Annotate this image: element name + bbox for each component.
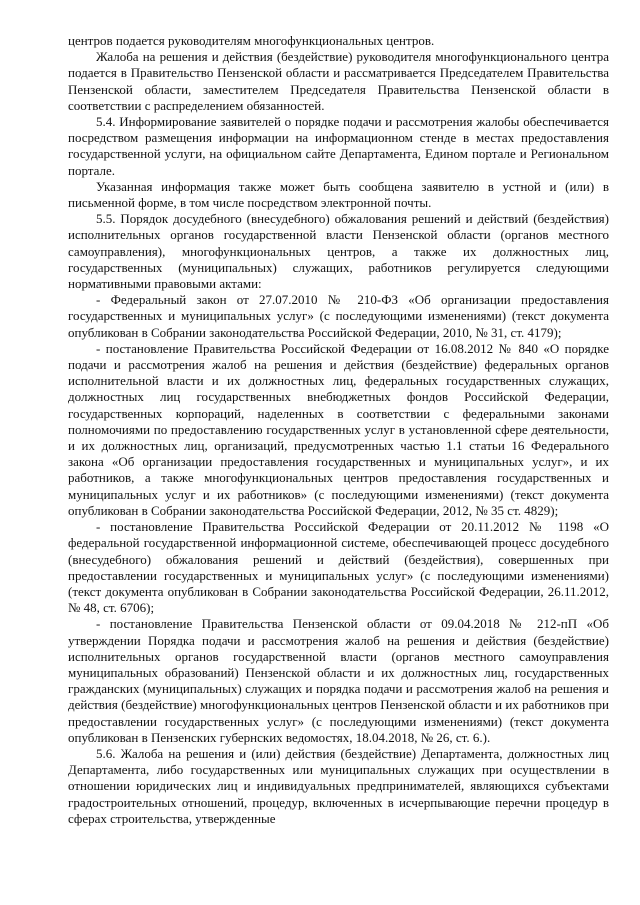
paragraph-5-6: 5.6. Жалоба на решения и (или) действия (бездействие) Департамента, должностных лиц Департамента, либо государственных или муниципальных служащих при осуществлении в отношении юридических лиц и индивидуальных предпринимателей, являющихся субъектами градостроительных отношений, процедур, включенных в исчерпывающие перечни процедур в сферах строительства, утвержденные	[68, 745, 609, 826]
list-item-federal-law-210: - Федеральный закон от 27.07.2010 № 210-ФЗ «Об организации предоставления государственных и муниципальных услуг» (с последующими изменениями) (текст документа опубликован в Собрании законодательства Российской Федерации, 2010, № 31, ст. 4179);	[68, 292, 609, 340]
list-item-decree-840: - постановление Правительства Российской Федерации от 16.08.2012 № 840 «О порядке подачи и рассмотрения жалоб на решения и действия (бездействие) федеральных органов исполнительной власти и их должностных лиц, федеральных государственных служащих, должностных лиц государственных внебюджетных фондов Российской Федерации, государственных корпораций, наделенных в соответствии с федеральными законами полномочиями по предоставлению государственных услуг в установленной сфере деятельности, и их должностных лиц, организаций, предусмотренных частью 1.1 статьи 16 Федерального закона «Об организации предоставления государственных и муниципальных услуг», и их работников, а также многофункциональных центров предоставления государственных и муниципальных услуг и их работников» (с последующими изменениями) (текст документа опубликован в Собрании законодательства Российской Федерации, 2012, № 35 ст. 4829);	[68, 340, 609, 518]
paragraph-continuation: центров подается руководителям многофункциональных центров.	[68, 33, 435, 48]
list-item-penza-decree-212: - постановление Правительства Пензенской области от 09.04.2018 № 212-пП «Об утверждении Порядка подачи и рассмотрения жалоб на решения и действия (бездействие) исполнительных органов государственной власти (органов местного самоуправления муниципальных образований) Пензенской области и их должностных лиц, государственных гражданских (муниципальных) служащих и порядка подачи и рассмотрения жалоб на решения и действия (бездействие) многофункциональных центров Пензенской области и их работников при предоставлении государственных услуг» (с последующими изменениями) (текст документа опубликован в Пензенских губернских ведомостях, 18.04.2018, № 26, ст. 6.).	[68, 616, 609, 745]
paragraph-info-channels: Указанная информация также может быть сообщена заявителю в устной и (или) в письменной форме, в том числе посредством электронной почты.	[68, 178, 609, 211]
paragraph-5-5: 5.5. Порядок досудебного (внесудебного) обжалования решений и действий (бездействия) исполнительных органов государственной власти Пензенской области (органов местного самоуправления), многофункциональных центров, а также их должностных лиц, государственных (муниципальных) служащих, работников регулируется следующими нормативными правовыми актами:	[68, 211, 609, 292]
paragraph-5-4: 5.4. Информирование заявителей о порядке подачи и рассмотрения жалобы обеспечивается посредством размещения информации на информационном стенде в местах предоставления государственной услуги, на официальном сайте Департамента, Едином портале и Региональном портале.	[68, 114, 609, 178]
list-item-decree-1198: - постановление Правительства Российской Федерации от 20.11.2012 № 1198 «О федеральной государственной информационной системе, обеспечивающей процесс досудебного (внесудебного) обжалования решений и действий (бездействия), совершенных при предоставлении государственных и муниципальных услуг» (с последующими изменениями) (текст документа опубликован в Собрании законодательства Российской Федерации, 26.11.2012, № 48, ст. 6706);	[68, 519, 609, 616]
paragraph-mfc-complaint: Жалоба на решения и действия (бездействие) руководителя многофункционального центра подается в Правительство Пензенской области и рассматривается Председателем Правительства Пензенской области, заместителем Председателя Правительства Пензенской области в соответствии с распределением обязанностей.	[68, 49, 609, 113]
